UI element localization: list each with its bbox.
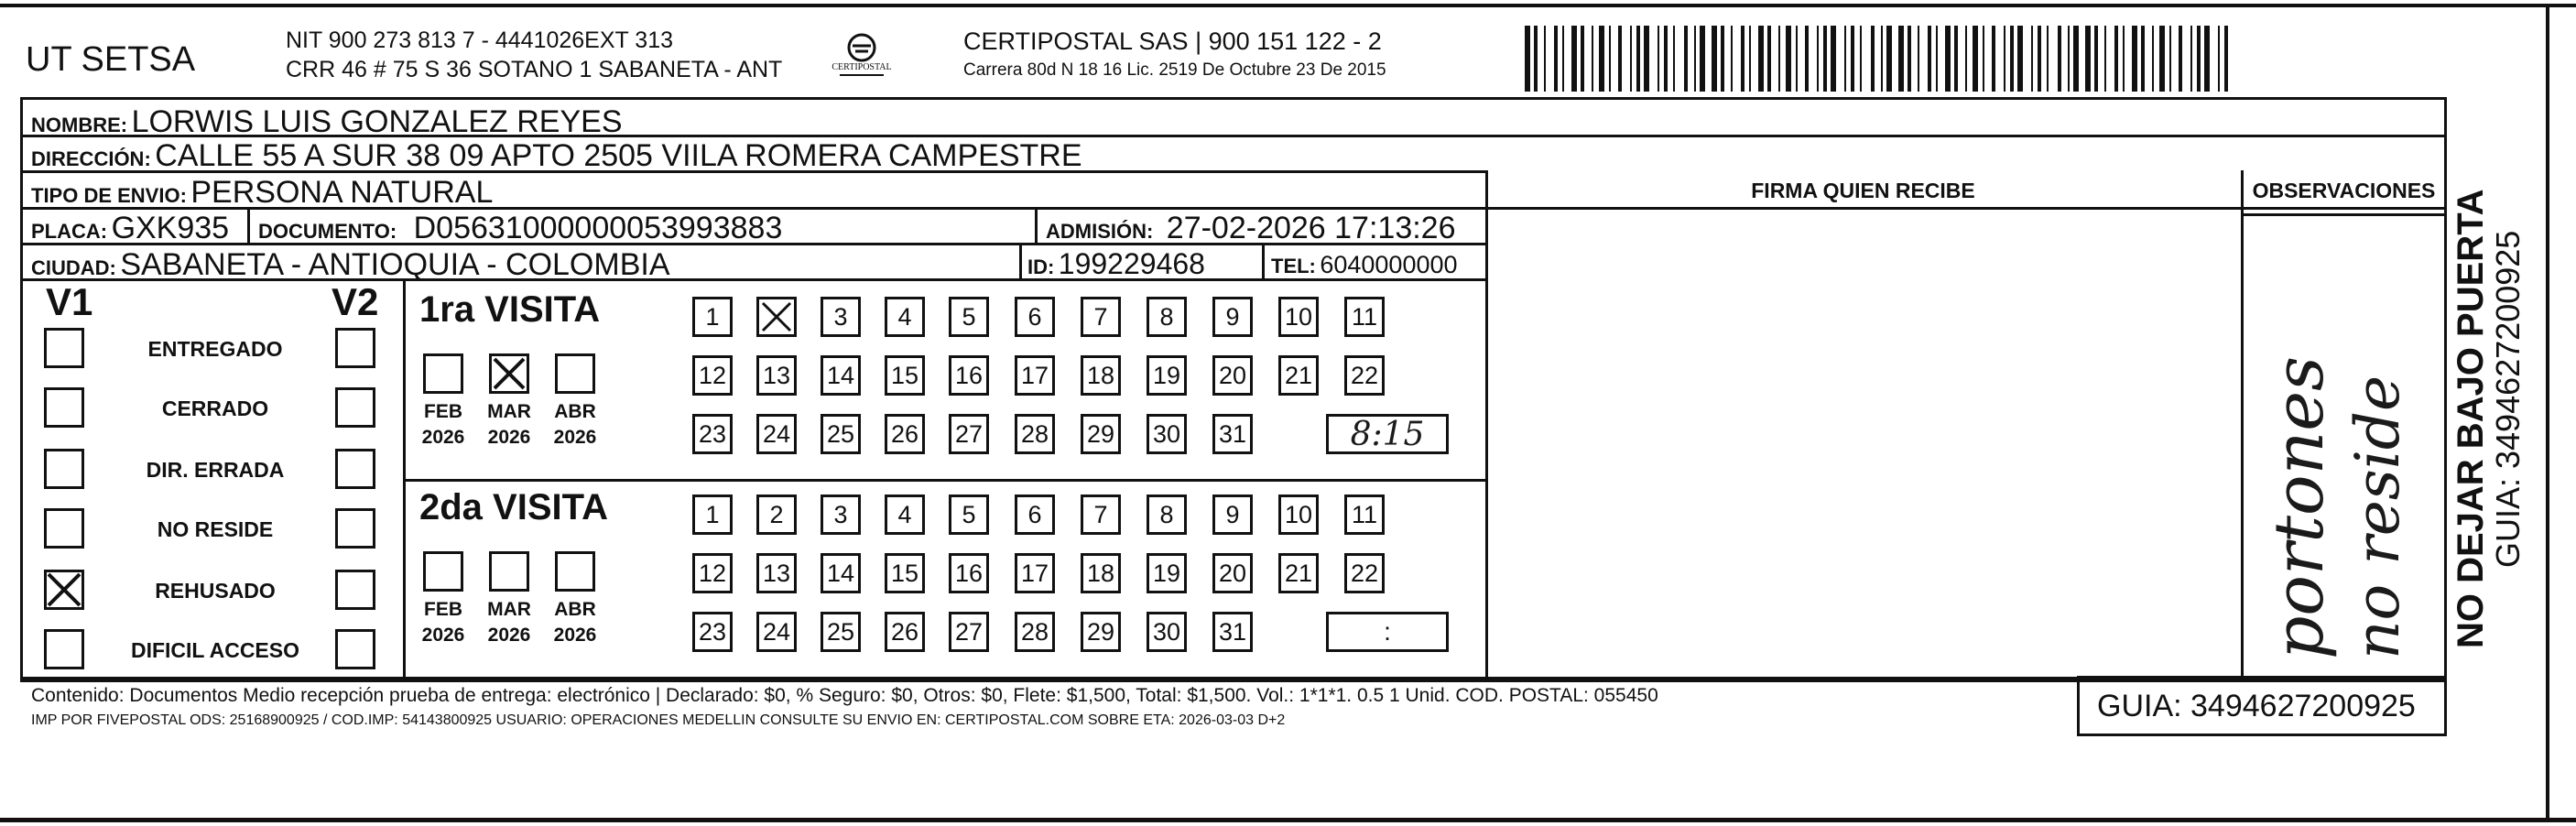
direccion-row [31, 138, 1082, 174]
status-label: ENTREGADO [147, 337, 283, 361]
day-box[interactable]: 12 [692, 553, 733, 593]
day-box[interactable]: 7 [1081, 297, 1121, 337]
day-box[interactable]: 5 [949, 297, 989, 337]
status-label: DIFICIL ACCESO [130, 638, 299, 662]
month-year: 2026 [487, 625, 531, 646]
placa-label: PLACA: [31, 220, 108, 243]
day-box[interactable]: 19 [1147, 355, 1187, 396]
day-box[interactable]: 4 [885, 495, 925, 535]
tel-row [1271, 251, 1458, 279]
day-box[interactable]: 1 [692, 297, 733, 337]
day-box[interactable]: 16 [949, 355, 989, 396]
footer-guia: GUIA: 3494627200925 [2097, 689, 2416, 723]
day-box[interactable]: 15 [885, 553, 925, 593]
day-box[interactable]: 5 [949, 495, 989, 535]
v2-checkbox[interactable] [335, 449, 375, 489]
day-box[interactable]: 23 [692, 612, 733, 652]
visit-time-field[interactable]: 8:15 [1326, 414, 1449, 454]
day-box[interactable]: 22 [1344, 553, 1385, 593]
v2-checkbox[interactable] [335, 508, 375, 549]
side-guia: GUIA: 3494627200925 [2489, 230, 2527, 568]
day-box[interactable]: 26 [885, 612, 925, 652]
nombre-row [31, 104, 623, 140]
ciudad-value: SABANETA - ANTIOQUIA - COLOMBIA [120, 247, 670, 282]
tel-value: 6040000000 [1320, 251, 1458, 278]
v1-label: V1 [46, 280, 93, 323]
handwriting-line-1: portones [2260, 355, 2339, 659]
day-box[interactable]: 29 [1081, 612, 1121, 652]
day-box[interactable]: 9 [1212, 495, 1253, 535]
documento-row [258, 211, 782, 246]
day-box[interactable]: 12 [692, 355, 733, 396]
firma-label: FIRMA QUIEN RECIBE [1751, 179, 1975, 202]
month-caption [418, 399, 469, 451]
day-box[interactable]: 20 [1212, 355, 1253, 396]
day-box[interactable]: 26 [885, 414, 925, 454]
v1-checkbox-checked[interactable] [44, 570, 84, 610]
month-caption [418, 597, 469, 648]
day-box[interactable]: 27 [949, 612, 989, 652]
v2-checkbox[interactable] [335, 570, 375, 610]
month-caption [484, 597, 535, 648]
nombre-label: NOMBRE: [31, 114, 128, 136]
day-box[interactable]: 20 [1212, 553, 1253, 593]
day-box[interactable]: 24 [756, 414, 797, 454]
v1-checkbox[interactable] [44, 508, 84, 549]
tipo-label: TIPO DE ENVIO: [31, 184, 187, 207]
day-box[interactable]: 19 [1147, 553, 1187, 593]
handwriting-line-2: no reside [2342, 375, 2413, 659]
v2-checkbox[interactable] [335, 387, 375, 428]
month-label: MAR [487, 401, 531, 422]
month-year: 2026 [553, 625, 597, 646]
day-box[interactable]: 23 [692, 414, 733, 454]
day-box[interactable]: 6 [1015, 495, 1055, 535]
status-label: CERRADO [161, 397, 269, 420]
month-caption [484, 399, 535, 451]
day-box[interactable]: 13 [756, 355, 797, 396]
id-label: ID: [1027, 255, 1055, 278]
month-year: 2026 [421, 625, 465, 646]
day-box[interactable]: 2 [756, 495, 797, 535]
day-box[interactable]: 16 [949, 553, 989, 593]
day-box[interactable]: 11 [1344, 495, 1385, 535]
right-edge [2546, 4, 2549, 821]
day-box[interactable]: 30 [1147, 414, 1187, 454]
month-label: FEB [424, 401, 462, 422]
ciudad-label: CIUDAD: [31, 256, 116, 279]
month-checkbox[interactable] [423, 353, 463, 394]
v1-checkbox[interactable] [44, 328, 84, 368]
day-box[interactable]: 15 [885, 355, 925, 396]
day-box[interactable]: 30 [1147, 612, 1187, 652]
day-box[interactable]: 31 [1212, 414, 1253, 454]
month-checkbox-checked[interactable] [489, 353, 529, 394]
month-label: ABR [554, 599, 596, 620]
month-label: ABR [554, 401, 596, 422]
logo-text: CERTIPOSTAL [831, 62, 892, 72]
id-value: 199229468 [1058, 247, 1205, 280]
status-label: REHUSADO [155, 579, 276, 603]
day-box[interactable]: 10 [1278, 297, 1319, 337]
v2-label: V2 [332, 280, 379, 323]
status-label: NO RESIDE [157, 517, 274, 541]
company-name: UT SETSA [26, 40, 196, 79]
tipo-row [31, 175, 493, 211]
address-line: CRR 46 # 75 S 36 SOTANO 1 SABANETA - ANT [286, 57, 783, 82]
placa-row [31, 211, 229, 246]
day-box[interactable]: 6 [1015, 297, 1055, 337]
month-year: 2026 [421, 427, 465, 448]
day-box[interactable]: 28 [1015, 414, 1055, 454]
day-box[interactable]: 14 [821, 553, 861, 593]
day-box[interactable]: 14 [821, 355, 861, 396]
day-box[interactable]: 18 [1081, 553, 1121, 593]
v1-checkbox[interactable] [44, 629, 84, 669]
footer-line-1: Contenido: Documentos Medio recepción prueba de entrega: electrónico | Declarado: $0, % Seguro: $0, Otros: $0, Flete: $1,500, Total: $1,500. Vol.: 1*1*1. 0.5 1 Unid. COD. POSTAL: 055450 [31, 685, 1658, 706]
month-label: FEB [424, 599, 462, 620]
day-box[interactable]: 9 [1212, 297, 1253, 337]
observation-handwriting [2251, 229, 2434, 668]
day-box[interactable]: 11 [1344, 297, 1385, 337]
day-box[interactable]: 7 [1081, 495, 1121, 535]
day-box[interactable]: 17 [1015, 553, 1055, 593]
day-box[interactable]: 3 [821, 495, 861, 535]
day-box[interactable]: 8 [1147, 495, 1187, 535]
month-year: 2026 [487, 427, 531, 448]
v2-checkbox[interactable] [335, 629, 375, 669]
documento-value: D05631000000053993883 [413, 211, 783, 245]
month-caption [549, 399, 601, 451]
day-box[interactable]: 17 [1015, 355, 1055, 396]
day-box[interactable]: 25 [821, 414, 861, 454]
barcode [1525, 26, 2230, 92]
month-checkbox[interactable] [423, 551, 463, 592]
certipostal-logo [829, 27, 895, 93]
month-checkbox[interactable] [555, 353, 595, 394]
day-box[interactable]: 24 [756, 612, 797, 652]
v2-checkbox[interactable] [335, 328, 375, 368]
direccion-value: CALLE 55 A SUR 38 09 APTO 2505 VIILA ROMERA CAMPESTRE [155, 138, 1082, 173]
carrier-address: Carrera 80d N 18 16 Lic. 2519 De Octubre 23 De 2015 [963, 60, 1386, 80]
day-box[interactable]: 1 [692, 495, 733, 535]
month-year: 2026 [553, 427, 597, 448]
no-dejar-bajo-puerta: NO DEJAR BAJO PUERTA [2451, 189, 2491, 648]
ciudad-row [31, 247, 670, 283]
admision-label: ADMISIÓN: [1046, 220, 1154, 243]
direccion-label: DIRECCIÓN: [31, 147, 151, 170]
month-caption [549, 597, 601, 648]
month-label: MAR [487, 599, 531, 620]
admision-row [1046, 211, 1456, 246]
observaciones-label: OBSERVACIONES [2252, 179, 2436, 202]
tel-label: TEL: [1271, 255, 1316, 277]
bottom-edge [0, 818, 2576, 822]
day-box[interactable]: 4 [885, 297, 925, 337]
documento-label: DOCUMENTO: [258, 220, 397, 243]
day-box[interactable]: 21 [1278, 355, 1319, 396]
day-box[interactable]: 8 [1147, 297, 1187, 337]
top-edge [0, 4, 2576, 7]
second-visit-label: 2da VISITA [419, 487, 608, 527]
day-box[interactable]: 18 [1081, 355, 1121, 396]
carrier-name: CERTIPOSTAL SAS | 900 151 122 - 2 [963, 27, 1382, 55]
day-box[interactable]: 13 [756, 553, 797, 593]
day-box[interactable]: 31 [1212, 612, 1253, 652]
day-box[interactable]: 25 [821, 612, 861, 652]
admision-value: 27-02-2026 17:13:26 [1166, 211, 1456, 245]
v1-checkbox[interactable] [44, 449, 84, 489]
day-box[interactable]: 21 [1278, 553, 1319, 593]
nombre-value: LORWIS LUIS GONZALEZ REYES [131, 104, 623, 139]
footer-line-2: IMP POR FIVEPOSTAL ODS: 25168900925 / COD.IMP: 54143800925 USUARIO: OPERACIONES MEDELLIN CONSULTE SU ENVIO EN: CERTIPOSTAL.COM SOBRE ETA: 2026-03-03 D+2 [31, 712, 1286, 728]
first-visit-label: 1ra VISITA [419, 289, 601, 330]
day-box[interactable]: 10 [1278, 495, 1319, 535]
day-box[interactable]: 3 [821, 297, 861, 337]
day-box[interactable]: 27 [949, 414, 989, 454]
placa-value: GXK935 [111, 211, 230, 245]
v1-checkbox[interactable] [44, 387, 84, 428]
visit-time-field[interactable]: : [1326, 612, 1449, 652]
tipo-value: PERSONA NATURAL [190, 175, 494, 210]
nit-line: NIT 900 273 813 7 - 4441026EXT 313 [286, 27, 674, 53]
day-box[interactable]: 29 [1081, 414, 1121, 454]
day-box[interactable]: 22 [1344, 355, 1385, 396]
day-box[interactable]: 28 [1015, 612, 1055, 652]
status-label: DIR. ERRADA [146, 458, 285, 482]
id-row [1027, 247, 1205, 281]
month-checkbox[interactable] [555, 551, 595, 592]
day-box-marked[interactable] [756, 297, 797, 337]
month-checkbox[interactable] [489, 551, 529, 592]
